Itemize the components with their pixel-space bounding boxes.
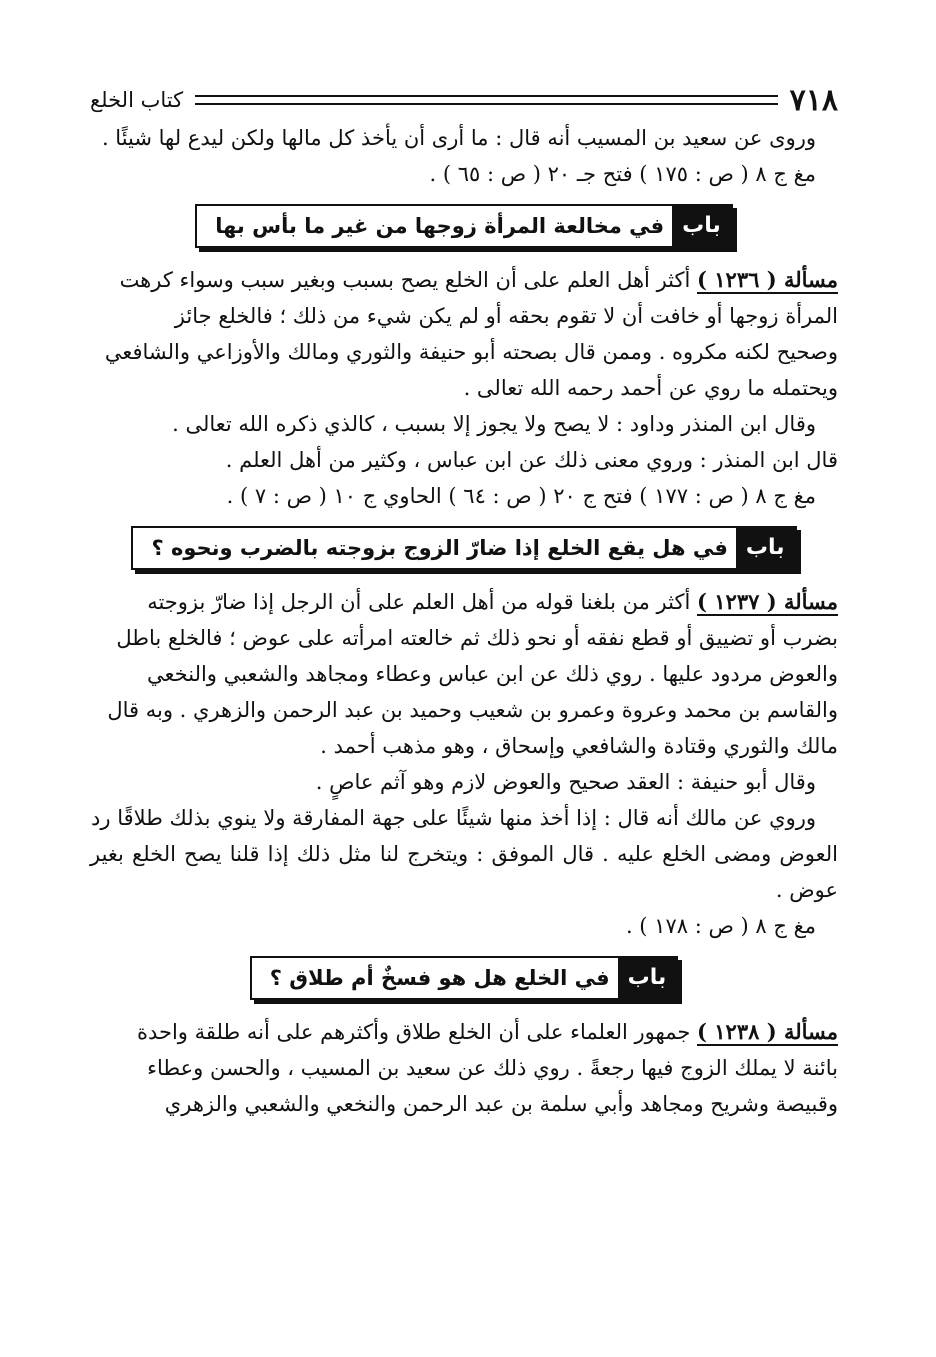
masala-1238-paragraph: [90, 1014, 838, 1122]
header-rule: [195, 95, 778, 105]
paragraph: [90, 800, 838, 908]
text-line: بضرب أو تضييق أو قطع نفقه أو نحو ذلك ثم خالعته امرأته على عوض ؛ فالخلع باطل: [116, 626, 838, 650]
section-title: في الخلع هل هو فسخٌ أم طلاق ؟: [269, 966, 610, 990]
text-line: بائنة لا يملك الزوج فيها رجعةً . روي ذلك عن سعيد بن المسيب ، والحسن وعطاء: [147, 1056, 838, 1080]
text-line: وصحيح لكنه مكروه . وممن قال بصحته أبو حنيفة والثوري ومالك والأوزاعي والشافعي: [104, 340, 838, 364]
section-heading-3: [250, 956, 679, 1000]
intro-paragraph: وروى عن سعيد بن المسيب أنه قال : ما أرى أن يأخذ كل مالها ولكن ليدع لها شيئًا .: [101, 126, 816, 150]
text-line: جمهور العلماء على أن الخلع طلاق وأكثرهم على أنه طلقة واحدة: [136, 1020, 691, 1044]
section-title: في مخالعة المرأة زوجها من غير ما بأس بها: [215, 214, 665, 238]
masala-number: مسألة ( ١٢٣٨ ): [697, 1019, 838, 1044]
text-line: المرأة زوجها أو خافت أن لا تقوم بحقه أو لم يكن شيء من ذلك ؛ فالخلع جائز: [174, 304, 838, 328]
text-line: العوض ومضى الخلع عليه . قال الموفق : ويتخرج لنا مثل ذلك إذا قلنا يصح الخلع بغير عوض .: [90, 842, 838, 902]
paragraph: قال ابن المنذر : وروي معنى ذلك عن ابن عباس ، وكثير من أهل العلم .: [225, 448, 838, 472]
text-line: والعوض مردود عليها . روي ذلك عن ابن عباس وعطاء ومجاهد والشعبي والنخعي: [147, 662, 838, 686]
bab-label: باب: [736, 528, 795, 568]
book-page: [90, 80, 838, 1122]
text-line: والقاسم بن محمد وعروة وعمرو بن شعيب وحميد بن عبد الرحمن والزهري . وبه قال: [107, 698, 838, 722]
bab-label: باب: [672, 206, 731, 246]
reference-line: مغ ج ٨ ( ص : ١٧٨ ) .: [625, 914, 816, 938]
text-line: مالك والثوري وقتادة والشافعي وإسحاق ، وهو مذهب أحمد .: [320, 734, 838, 758]
masala-1236-paragraph: [90, 262, 838, 406]
masala-1237-paragraph: [90, 584, 838, 764]
section-heading-1: [195, 204, 733, 248]
masala-number: مسألة ( ١٢٣٦ ): [697, 267, 838, 292]
page-number: ٧١٨: [789, 82, 838, 118]
reference-line: مغ ج ٨ ( ص : ١٧٧ ) فتح ج ٢٠ ( ص : ٦٤ ) الحاوي ج ١٠ ( ص : ٧ ) .: [226, 484, 816, 508]
book-title: كتاب الخلع: [90, 88, 184, 112]
running-header: [90, 80, 838, 120]
text-line: أكثر أهل العلم على أن الخلع يصح بسبب وبغير سبب وسواء كرهت: [119, 268, 691, 292]
masala-number: مسألة ( ١٢٣٧ ): [697, 589, 838, 614]
bab-label: باب: [618, 958, 677, 998]
text-line: ويحتمله ما روي عن أحمد رحمه الله تعالى .: [463, 376, 838, 400]
section-title: في هل يقع الخلع إذا ضارّ الزوج بزوجته بالضرب ونحوه ؟: [151, 536, 728, 560]
paragraph: وقال ابن المنذر وداود : لا يصح ولا يجوز إلا بسبب ، كالذي ذكره الله تعالى .: [172, 412, 816, 436]
section-heading-2: [131, 526, 796, 570]
text-line: أكثر من بلغنا قوله من أهل العلم على أن الرجل إذا ضارّ بزوجته: [147, 590, 691, 614]
text-line: وقبيصة وشريح ومجاهد وأبي سلمة بن عبد الرحمن والنخعي والشعبي والزهري: [164, 1092, 838, 1116]
text-line: وروي عن مالك أنه قال : إذا أخذ منها شيئًا على جهة المفارقة ولا ينوي بذلك طلاقًا رد: [91, 806, 816, 830]
paragraph: وقال أبو حنيفة : العقد صحيح والعوض لازم وهو آثم عاصٍ .: [315, 770, 816, 794]
intro-reference: مغ ج ٨ ( ص : ١٧٥ ) فتح جـ ٢٠ ( ص : ٦٥ ) .: [429, 162, 816, 186]
